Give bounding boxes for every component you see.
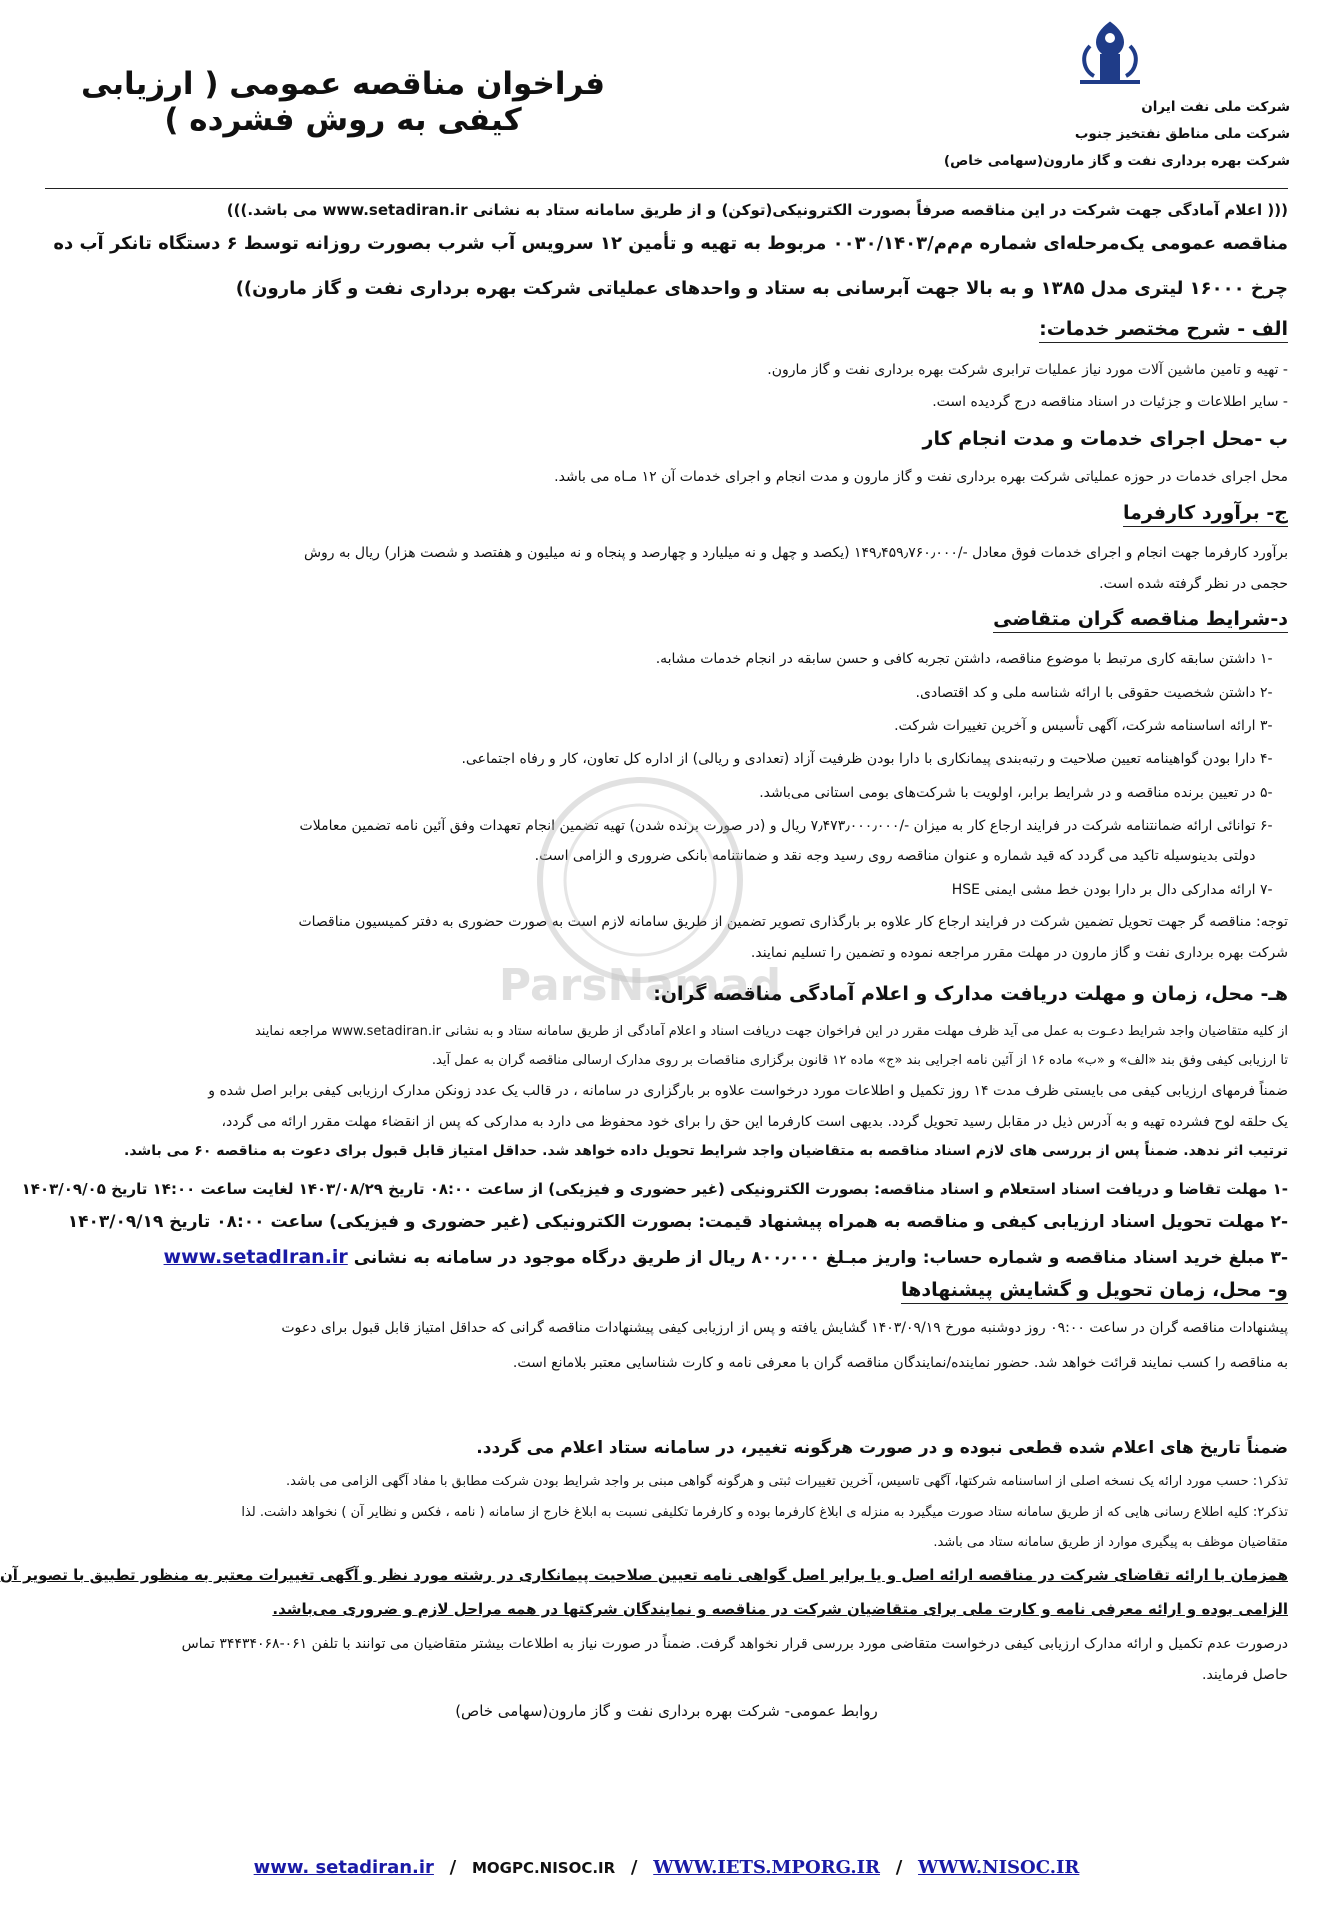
section-b-heading: ب -محل اجرای خدمات و مدت انجام کار bbox=[922, 428, 1288, 450]
condition-number: -۶ bbox=[1260, 818, 1273, 834]
note-2-line-1: تذکر۲: کلیه اطلاع رسانی هایی که از طریق سامانه ستاد صورت میگیرد به منزله ی ابلاغ کارفرما بوده و کارفرما تکلیفی نسبت به ابلاغ خارج از سامانه ( نامه ، فکس و نظایر آن ) نخواهد داشت. لذا bbox=[241, 1505, 1288, 1520]
requirement-line-2: الزامی بوده و ارائه معرفی نامه و کارت ملی برای متقاضیان شرکت در مناقصه و نمایندگان شرکتها در همه مراحل لازم و ضروری می‌باشد. bbox=[272, 1600, 1288, 1618]
section-c-heading: ج- برآورد کارفرما bbox=[1123, 502, 1288, 527]
org-line-1: شرکت ملی نفت ایران bbox=[1141, 99, 1290, 115]
watermark-seal bbox=[460, 760, 820, 1060]
deadline-2: -۲ مهلت تحویل اسناد ارزیابی کیفی و مناقصه به همراه پیشنهاد قیمت: بصورت الکترونیکی (غیر حضوری و فیزیکی) ساعت ۰۸:۰۰ تاریخ ۱۴۰۳/۰۹/۱۹ bbox=[67, 1212, 1288, 1232]
section-a-item-2: - سایر اطلاعات و جزئیات در اسناد مناقصه درج گردیده است. bbox=[932, 394, 1288, 410]
section-a-item-1: - تهیه و تامین ماشین آلات مورد نیاز عملیات ترابری شرکت بهره برداری نفت و گاز مارون. bbox=[767, 362, 1288, 378]
section-f-heading: و- محل، زمان تحویل و گشایش پیشنهادها bbox=[901, 1279, 1288, 1304]
condition-item bbox=[45, 651, 1288, 667]
contact-line-1: درصورت عدم تکمیل و ارائه مدارک ارزیابی کیفی درخواست متقاضی مورد بررسی قرار نخواهد گرفت. ضمناً در صورت نیاز به اطلاعات بیشتر متقاضیان می توانند با تلفن ۰۶۱-۳۴۴۳۴۰۶۸ تماس bbox=[181, 1636, 1288, 1652]
section-d-heading: د-شرایط مناقصه گران متقاضی bbox=[993, 608, 1288, 633]
requirement-line-1: همزمان با ارائه تقاضای شرکت در مناقصه ارائه اصل و یا برابر اصل گواهی نامه تعیین صلاحیت پیمانکاری در رشته مورد نظر و آگهی تغییرات معتبر به منظور تطبیق با تصویر آن bbox=[0, 1566, 1288, 1584]
footer-link-iets[interactable]: WWW.IETS.MPORG.IR bbox=[653, 1857, 880, 1878]
condition-text: ارائه اساسنامه شرکت، آگهی تأسیس و آخرین تغییرات شرکت. bbox=[894, 718, 1256, 734]
section-e-paragraph-4: یک حلقه لوح فشرده تهیه و به آدرس ذیل در مقابل رسید تحویل گردد. بدیهی است کارفرما این حق را برای خود محفوظ می دارد به مدارکی که پس از انقضاء مهلت مقرر ارائه می گردد، bbox=[221, 1114, 1288, 1130]
organization-block bbox=[940, 94, 1290, 175]
condition-text: داشتن شخصیت حقوقی با ارائه شناسه ملی و کد اقتصادی. bbox=[915, 685, 1256, 701]
deadline-1: -۱ مهلت تقاضا و دریافت اسناد استعلام و اسناد مناقصه: بصورت الکترونیکی (غیر حضوری و فیزیکی) از ساعت ۰۸:۰۰ تاریخ ۱۴۰۳/۰۸/۲۹ لغایت ساعت ۱۴:۰۰ تاریخ ۱۴۰۳/۰۹/۰۵ bbox=[21, 1180, 1288, 1198]
setadiran-link[interactable]: www.setadIran.ir bbox=[163, 1246, 348, 1268]
condition-item bbox=[45, 718, 1288, 734]
note-1: تذکر۱: حسب مورد ارائه یک نسخه اصلی از اساسنامه شرکتها، آگهی تاسیس، آخرین تغییرات ثبتی و هرگونه گواهی مبنی بر واجد شرایط بودن شرکت مطابق با مفاد آگهی الزامی می باشد. bbox=[285, 1474, 1288, 1489]
section-b-text: محل اجرای خدمات در حوزه عملیاتی شرکت بهره برداری نفت و گاز مارون و مدت انجام و اجرای خدمات آن ۱۲ مـاه می باشد. bbox=[554, 469, 1288, 485]
org-line-2: شرکت ملی مناطق نفتخیز جنوب bbox=[1074, 126, 1290, 142]
condition-number: -۷ bbox=[1260, 882, 1273, 898]
separator: / bbox=[630, 1857, 638, 1878]
condition-number: -۱ bbox=[1260, 651, 1273, 667]
signature: روابط عمومی- شرکت بهره برداری نفت و گاز مارون(سهامی خاص) bbox=[455, 1702, 878, 1720]
separator: / bbox=[449, 1857, 457, 1878]
section-e-paragraph-2: تا ارزیابی کیفی وفق بند «الف» و «ب» ماده ۱۶ از آئین نامه اجرایی بند «ج» ماده ۱۲ قانون برگزاری مناقصات بر روی مدارک ارسالی مناقصه گران به عمل آید. bbox=[431, 1053, 1288, 1068]
tender-title-line-2: چرخ ۱۶۰۰۰ لیتری مدل ۱۳۸۵ و به بالا جهت آبرسانی به ستاد و واحدهای عملیاتی شرکت بهره برداری نفت و گاز مارون)) bbox=[235, 278, 1288, 299]
nioc-logo-icon bbox=[1050, 16, 1170, 96]
condition-text: در تعیین برنده مناقصه و در شرایط برابر، اولویت با شرکت‌های بومی استانی می‌باشد. bbox=[759, 785, 1256, 801]
separator: / bbox=[895, 1857, 903, 1878]
watermark-text: ParsNamad bbox=[498, 960, 782, 1011]
guarantee-note-line-2: شرکت بهره برداری نفت و گاز مارون در مهلت مقرر مراجعه نموده و تضمین را تسلیم نمایند. bbox=[750, 945, 1288, 961]
section-c-line-2: حجمی در نظر گرفته شده است. bbox=[1099, 576, 1288, 592]
condition-text: دارا بودن گواهینامه تعیین صلاحیت و رتبه‌بندی پیمانکاری با دارا بودن ظرفیت آزاد (تعدادی و ریالی) از اداره کل تعاون، کار و رفاه اجتماعی. bbox=[461, 751, 1256, 767]
condition-text: داشتن سابقه کاری مرتبط با موضوع مناقصه، داشتن تجربه کافی و حسن سابقه در انجام خدمات مشابه. bbox=[655, 651, 1256, 667]
condition-text: ارائه مدارکی دال بر دارا بودن خط مشی ایمنی HSE bbox=[951, 882, 1256, 898]
condition-text: توانائی ارائه ضمانتنامه شرکت در فرایند ارجاع کار به میزان -/۷٫۴۷۳٫۰۰۰٫۰۰۰ ریال و (در صورت برنده شدن) تهیه تضمین انجام تعهدات وفق آئین نامه تضمین معاملات bbox=[299, 818, 1256, 834]
section-e-heading: هـ- محل، زمان و مهلت دریافت مدارک و اعلام آمادگی مناقصه گران: bbox=[653, 983, 1288, 1005]
section-a-heading: الف - شرح مختصر خدمات: bbox=[1039, 318, 1288, 343]
contact-line-2: حاصل فرمایند. bbox=[1202, 1667, 1288, 1683]
condition-number: -۵ bbox=[1260, 785, 1273, 801]
electronic-notice: ((( اعلام آمادگی جهت شرکت در این مناقصه صرفاً بصورت الکترونیکی(توکن) و از طریق سامانه ستاد به نشانی www.setadiran.ir می باشد.))) bbox=[226, 201, 1288, 219]
deadline-3-text: -۳ مبلغ خرید اسناد مناقصه و شماره حساب: واریز مبـلغ ۸۰۰٫۰۰۰ ریال از طریق درگاه موجود در سامانه به نشانی bbox=[353, 1248, 1288, 1268]
condition-number: -۴ bbox=[1260, 751, 1273, 767]
guarantee-note-line-1: توجه: مناقصه گر جهت تحویل تضمین شرکت در فرایند ارجاع کار علاوه بر بارگذاری تصویر تضمین از طریق سامانه لازم است به صورت حضوری به دفتر کمیسیون مناقصات bbox=[298, 914, 1288, 930]
condition-text: دولتی بدینوسیله تاکید می گردد که قید شماره و عنوان مناقصه روی رسید وجه نقد و ضمانتنامه بانکی ضروری و الزامی است. bbox=[534, 848, 1256, 864]
section-e-paragraph-1: از کلیه متقاضیان واجد شرایط دعـوت به عمل می آید ظرف مهلت مقرر در این فراخوان جهت دریافت اسناد و اعلام آمادگی از طریق سامانه ستاد و به نشانی www.setadiran.ir مراجعه نمایند bbox=[254, 1024, 1288, 1039]
condition-number: -۳ bbox=[1260, 718, 1273, 734]
deadline-3 bbox=[45, 1246, 1288, 1268]
footer-link-setadiran[interactable]: www. setadiran.ir bbox=[253, 1857, 434, 1878]
section-e-paragraph-3: ضمناً فرمهای ارزیابی کیفی می بایستی ظرف مدت ۱۴ روز تکمیل و اطلاعات مورد درخواست علاوه بر بارگزاری در سامانه ، در قالب یک عدد زونکن مدارک ارزیابی کیفی برابر اصل شده و bbox=[208, 1083, 1288, 1099]
header-divider bbox=[45, 188, 1288, 189]
section-f-paragraph-2: به مناقصه را کسب نمایند قرائت خواهد شد. حضور نماینده/نمایندگان مناقصه گران با معرفی نامه و کارت شناسایی معتبر بلامانع است. bbox=[512, 1355, 1288, 1371]
footer-link-mogpc[interactable]: MOGPC.NISOC.IR bbox=[471, 1859, 616, 1877]
org-line-3: شرکت بهره برداری نفت و گاز مارون(سهامی خاص) bbox=[943, 153, 1290, 169]
section-e-paragraph-5: ترتیب اثر ندهد. ضمناً پس از بررسی های لازم اسناد مناقصه به متقاضیان واجد شرایط تحویل داده خواهد شد. حداقل امتیاز قابل قبول برای دعوت به مناقصه ۶۰ می باشد. bbox=[124, 1143, 1288, 1159]
note-2-line-2: متقاضیان موظف به پیگیری موارد از طریق سامانه ستاد می باشد. bbox=[933, 1535, 1288, 1550]
dates-notice: ضمناً تاریخ های اعلام شده قطعی نبوده و در صورت هرگونه تغییر، در سامانه ستاد اعلام می گردد. bbox=[476, 1438, 1288, 1458]
tender-title-line-1: مناقصه عمومی یک‌مرحله‌ای شماره م‌م‌م/۰۰۳۰/۱۴۰۳ مربوط به تهیه و تأمین ۱۲ سرویس آب شرب بصورت روزانه توسط ۶ دستگاه تانکر آب ده bbox=[53, 233, 1288, 254]
condition-number: -۲ bbox=[1260, 685, 1273, 701]
footer-link-nisoc[interactable]: WWW.NISOC.IR bbox=[918, 1857, 1080, 1878]
page-title: فراخوان مناقصه عمومی ( ارزیابی کیفی به روش فشرده ) bbox=[80, 66, 606, 138]
section-c-line-1: برآورد کارفرما جهت انجام و اجرای خدمات فوق معادل -/۱۴۹٫۴۵۹٫۷۶۰٫۰۰۰ (یکصد و چهل و نه میلیارد و چهارصد و پنجاه و نه میلیون و هفتصد و شصت هزار) ریال به روش bbox=[303, 545, 1288, 561]
footer-links bbox=[185, 1857, 1148, 1878]
section-f-paragraph-1: پیشنهادات مناقصه گران در ساعت ۰۹:۰۰ روز دوشنبه مورخ ۱۴۰۳/۰۹/۱۹ گشایش یافته و پس از ارزیابی کیفی پیشنهادات مناقصه گرانی که حداقل امتیاز قابل قبول برای دعوت bbox=[281, 1320, 1288, 1336]
condition-item bbox=[45, 685, 1288, 701]
